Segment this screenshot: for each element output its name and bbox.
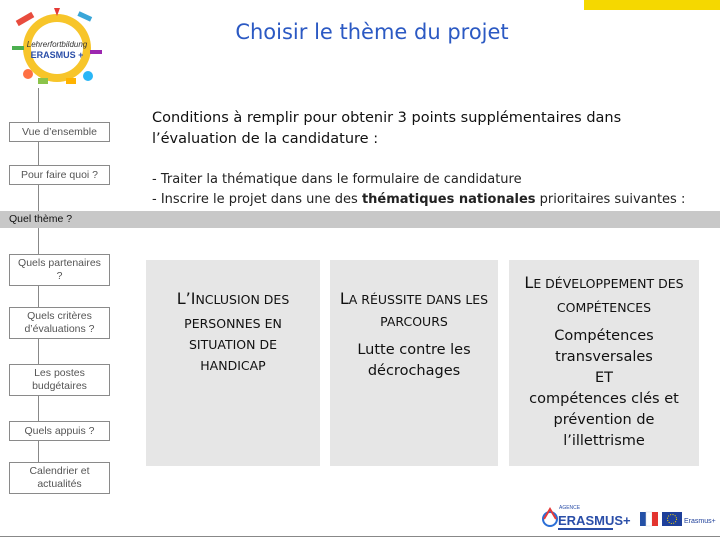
- top-accent-bar: [584, 0, 720, 10]
- card-title-rest: NCLUSION DES: [195, 292, 290, 307]
- nav-item-quels-appuis[interactable]: [9, 421, 110, 441]
- bullet-text: prioritaires suivantes :: [535, 192, 686, 207]
- card-title-rest: E DÉVELOPPEMENT DES: [533, 276, 684, 291]
- card-title-initial: L’I: [176, 289, 196, 308]
- bottom-divider: [0, 536, 720, 537]
- card-body-line: compétences clés et: [529, 391, 679, 407]
- nav-item-quel-theme[interactable]: [0, 211, 720, 228]
- erasmus-label: ERASMUS+: [558, 513, 631, 528]
- card-title-rest: A RÉUSSITE DANS LES: [348, 292, 489, 307]
- card-title-line: PERSONNES EN: [184, 316, 282, 331]
- card-body-line: transversales: [555, 349, 653, 365]
- nav-item-label: Vue d’ensemble: [22, 125, 97, 138]
- erasmus-teacher-logo: [8, 6, 106, 86]
- theme-card-inclusion: [146, 260, 320, 466]
- bullet-item: [152, 190, 712, 210]
- theme-card-reussite: [330, 260, 498, 466]
- card-title: [146, 288, 320, 310]
- eu-flags-graphic: [640, 508, 716, 532]
- nav-item-pour-faire-quoi[interactable]: [9, 165, 110, 185]
- card-title: [509, 272, 699, 294]
- page-title: Choisir le thème du projet: [235, 20, 509, 44]
- nav-item-calendrier-actualites[interactable]: [9, 462, 110, 494]
- bullet-item: - Traiter la thématique dans le formulaire de candidature: [152, 172, 522, 187]
- card-body-line: Compétences: [554, 328, 654, 344]
- card-title-line: HANDICAP: [200, 358, 266, 373]
- card-body-line: ET: [594, 370, 614, 386]
- agency-label: AGENCE: [559, 505, 581, 511]
- card-title: [330, 288, 498, 310]
- conditions-bullets: [152, 170, 712, 210]
- logo-text-line1: Lehrerfortbildung: [26, 40, 88, 49]
- card-body-line: décrochages: [367, 363, 461, 379]
- nav-item-label: Les postes budgétaires: [32, 367, 87, 392]
- nav-item-quels-partenaires[interactable]: [9, 254, 110, 286]
- logo-text-line2: ERASMUS +: [30, 50, 84, 60]
- eu-erasmus-label: Erasmus+: [684, 518, 716, 525]
- card-body-line: prévention de: [553, 412, 655, 428]
- nav-item-criteres-evaluation[interactable]: [9, 307, 110, 339]
- conditions-text: Conditions à remplir pour obtenir 3 points supplémentaires dans l’évaluation de la candidature :: [152, 110, 622, 147]
- eu-logos: [640, 508, 716, 532]
- card-title-line: SITUATION DE: [189, 337, 277, 352]
- theme-card-competences: [509, 260, 699, 466]
- nav-item-label: Calendrier et actualités: [29, 465, 90, 490]
- card-body-line: l’illettrisme: [563, 433, 645, 449]
- nav-item-label: Quels partenaires ?: [18, 257, 101, 282]
- nav-item-postes-budgetaires[interactable]: [9, 364, 110, 396]
- nav-item-vue-ensemble[interactable]: [9, 122, 110, 142]
- bullet-text: - Inscrire le projet dans une des: [152, 192, 362, 207]
- card-body-line: Lutte contre les: [357, 342, 471, 358]
- nav-item-label: Quels critères d’évaluations ?: [24, 310, 95, 335]
- bullet-emphasis: thématiques nationales: [361, 192, 536, 207]
- nav-item-label: Quels appuis ?: [24, 424, 95, 437]
- nav-item-label: Quel thème ?: [9, 213, 73, 225]
- card-title-line: PARCOURS: [380, 314, 448, 329]
- card-title-line: COMPÉTENCES: [556, 300, 652, 315]
- card-title-initial: L: [339, 289, 349, 308]
- card-title-initial: L: [524, 273, 534, 292]
- nav-item-label: Pour faire quoi ?: [20, 168, 99, 181]
